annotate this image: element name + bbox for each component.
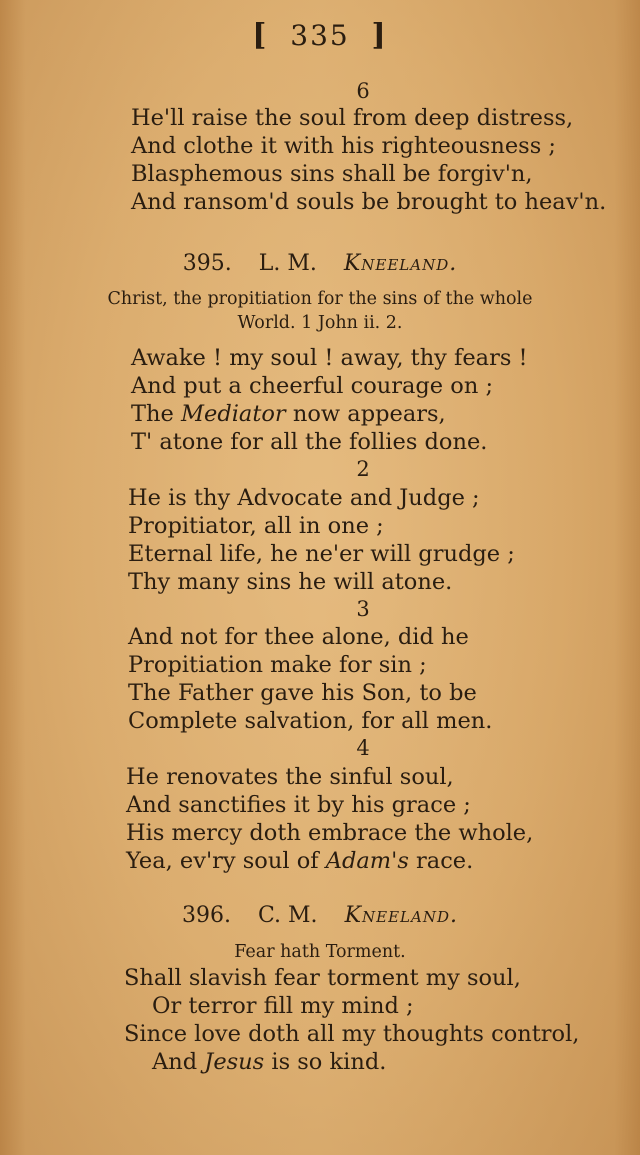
verse-line: The Mediator now appears, xyxy=(131,401,446,427)
verse-line: T' atone for all the follies done. xyxy=(131,429,488,455)
left-bracket: [ xyxy=(252,18,269,53)
verse-line: And sanctifies it by his grace ; xyxy=(126,792,471,818)
hymn-meter: L. M. xyxy=(258,251,317,276)
verse-line: Or terror fill my mind ; xyxy=(152,993,414,1019)
hymn-author: Kneeland. xyxy=(344,903,458,928)
hymn-meter: C. M. xyxy=(258,903,318,928)
verse-line: Awake ! my soul ! away, thy fears ! xyxy=(131,345,528,371)
hymn-heading xyxy=(0,250,640,278)
hymn-number: 395. xyxy=(182,251,232,276)
verse-line: And put a cheerful courage on ; xyxy=(131,373,494,399)
verse-line: And Jesus is so kind. xyxy=(152,1049,387,1075)
stanza-number: 4 xyxy=(356,736,370,760)
verse-line: Yea, ev'ry soul of Adam's race. xyxy=(126,848,474,874)
verse-line: Eternal life, he ne'er will grudge ; xyxy=(128,541,515,567)
page-header xyxy=(0,18,640,53)
hymn-title: Fear hath Torment. xyxy=(234,942,406,962)
hymn-title-reference: World. 1 John ii. 2. xyxy=(237,313,403,333)
verse-line: Propitiation make for sin ; xyxy=(128,652,427,678)
verse-line: He is thy Advocate and Judge ; xyxy=(128,485,480,511)
verse-line: Thy many sins he will atone. xyxy=(128,569,453,595)
stanza-number: 2 xyxy=(356,457,370,481)
verse-line: Shall slavish fear torment my soul, xyxy=(124,965,521,991)
verse-line: Propitiator, all in one ; xyxy=(128,513,384,539)
verse-line: He renovates the sinful soul, xyxy=(126,764,454,790)
verse-line: Blasphemous sins shall be forgiv'n, xyxy=(131,161,533,187)
verse-line: And not for thee alone, did he xyxy=(128,624,469,650)
verse-line: Since love doth all my thoughts control, xyxy=(124,1021,580,1047)
verse-line: Complete salvation, for all men. xyxy=(128,708,493,734)
right-bracket: ] xyxy=(371,18,388,53)
verse-line: He'll raise the soul from deep distress, xyxy=(131,105,574,131)
hymn-author: Kneeland. xyxy=(343,251,458,276)
hymn-number: 396. xyxy=(182,903,231,928)
hymn-heading xyxy=(0,902,640,930)
verse-line: And ransom'd souls be brought to heav'n. xyxy=(131,189,607,215)
verse-line: His mercy doth embrace the whole, xyxy=(126,820,534,846)
verse-line: The Father gave his Son, to be xyxy=(128,680,477,706)
verse-number: 6 xyxy=(356,79,370,103)
hymn-title: Christ, the propitiation for the sins of the whole xyxy=(107,289,533,309)
stanza-number: 3 xyxy=(356,597,370,621)
page-number: 335 xyxy=(290,19,350,52)
verse-line: And clothe it with his righteousness ; xyxy=(131,133,556,159)
